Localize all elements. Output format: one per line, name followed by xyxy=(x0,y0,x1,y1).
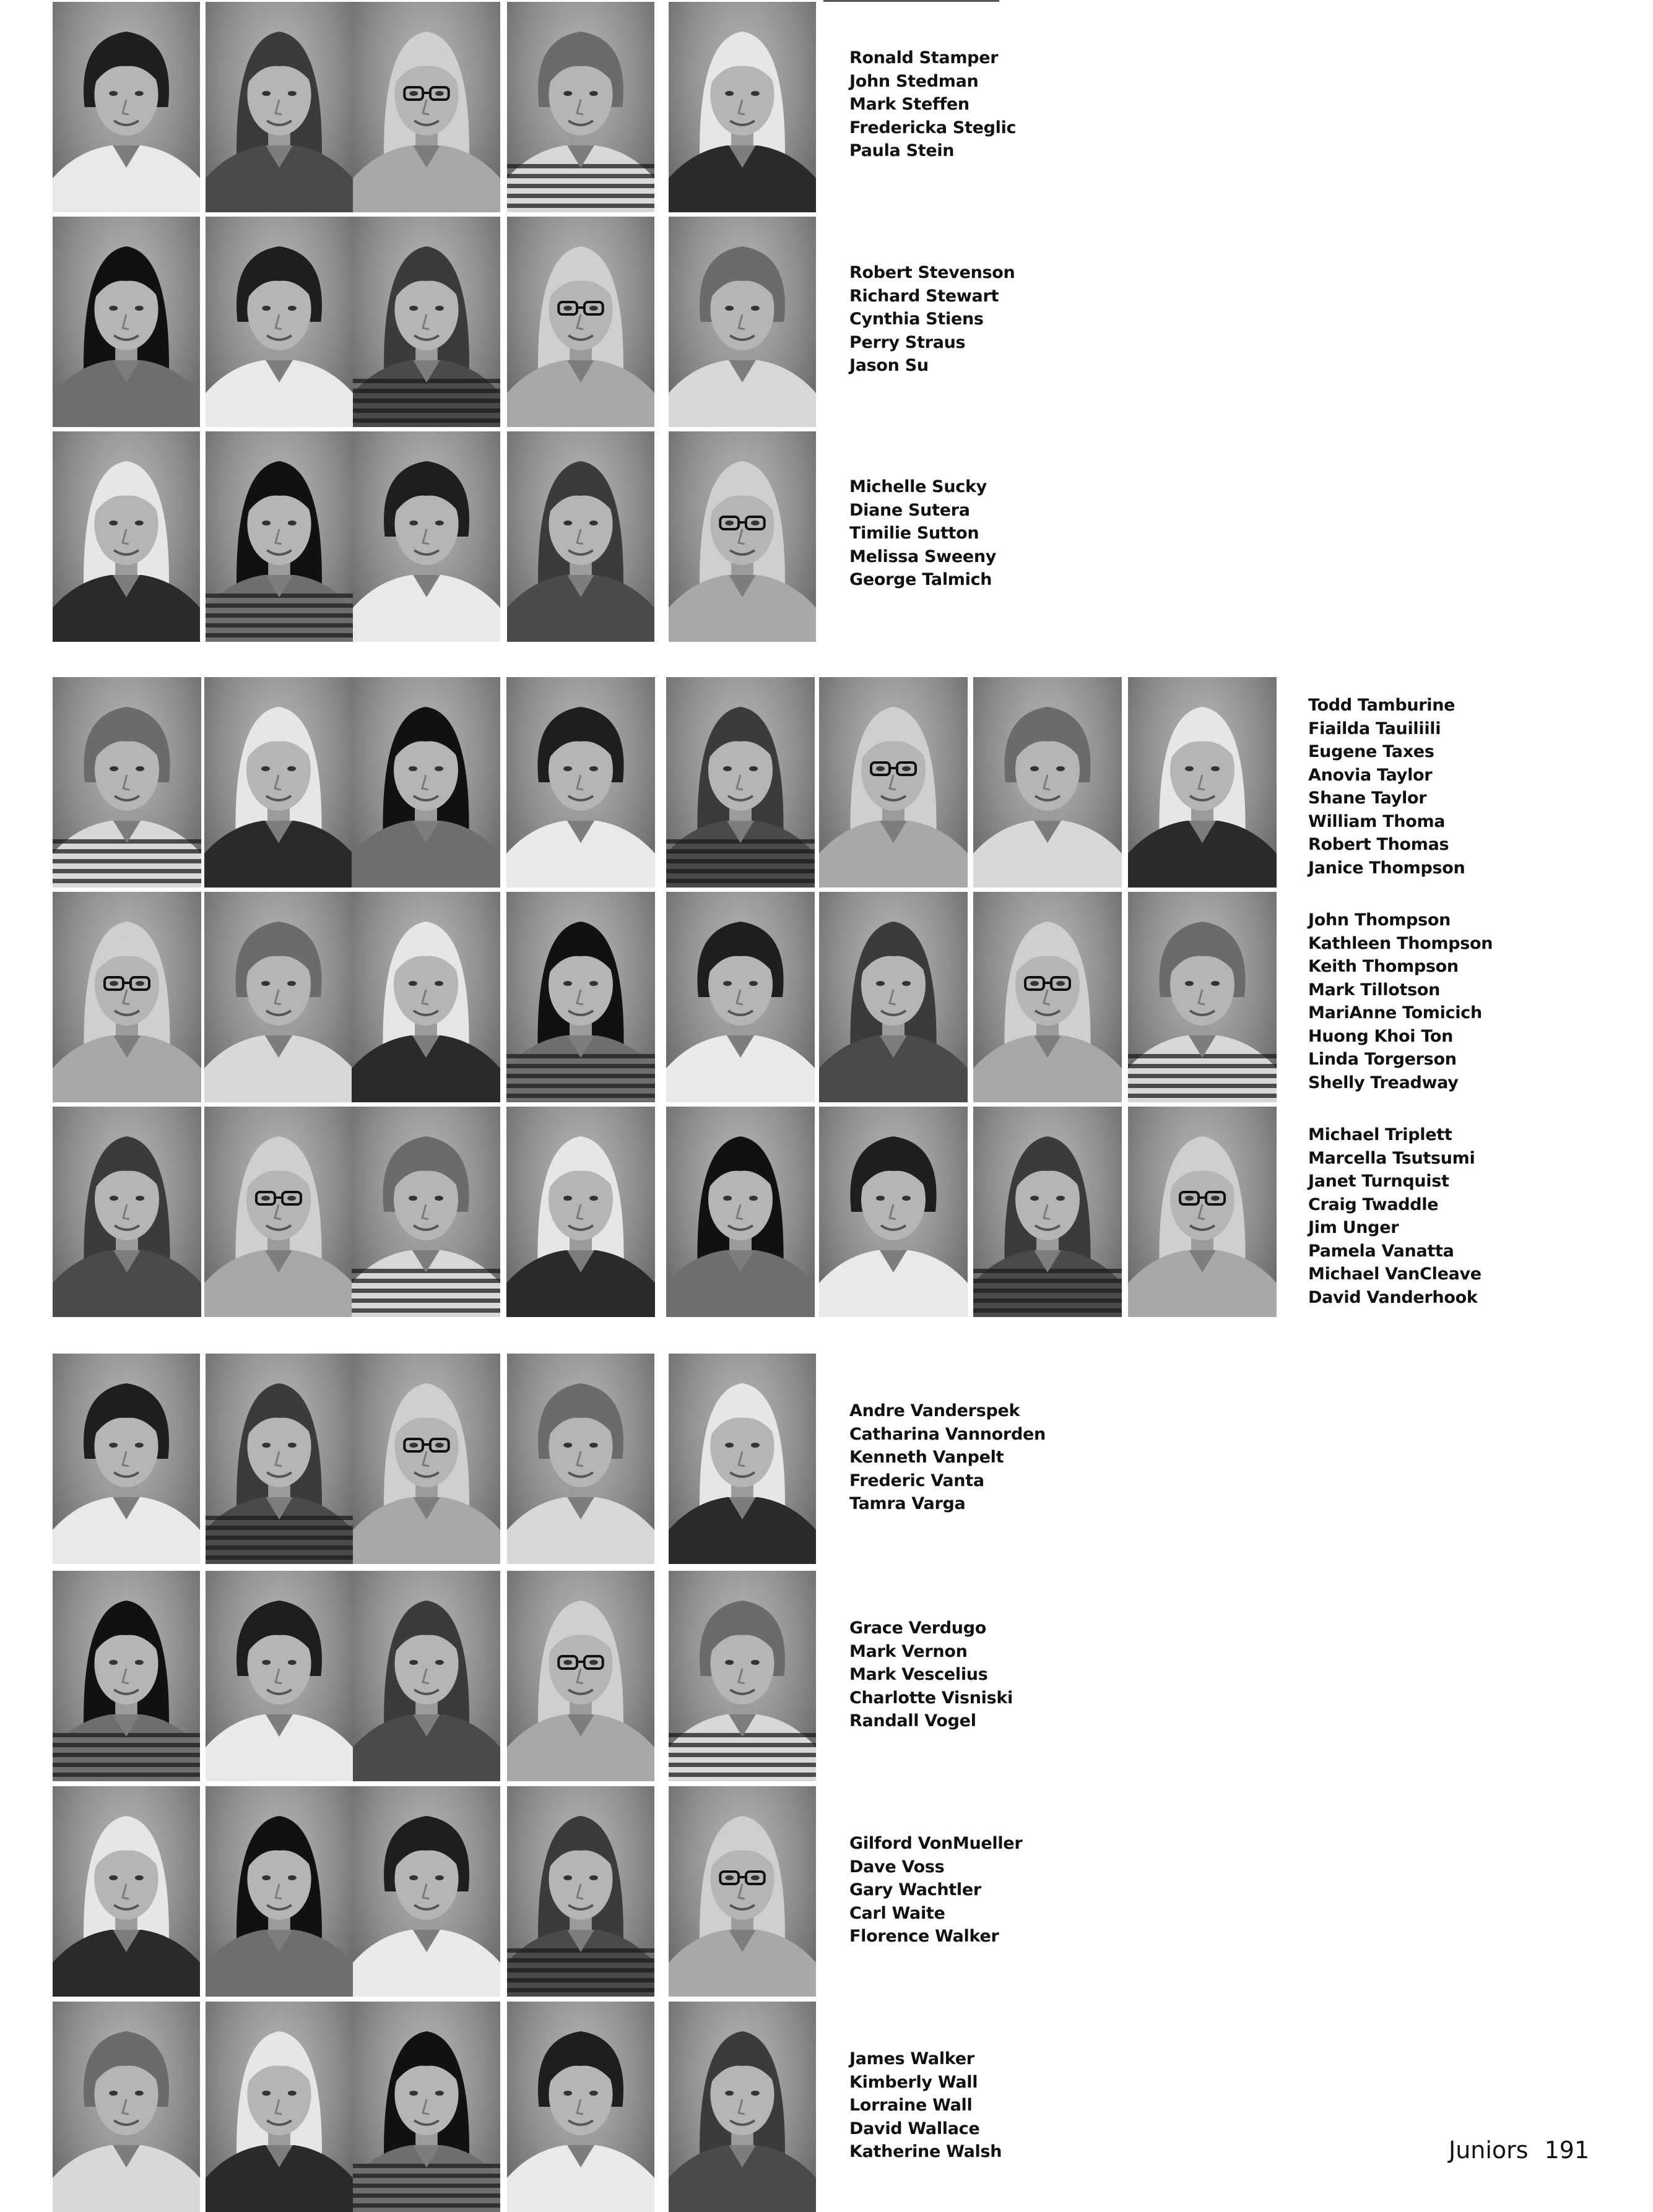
student-name: Fredericka Steglic xyxy=(849,118,1017,137)
student-portrait xyxy=(206,431,353,642)
student-name: Linda Torgerson xyxy=(1308,1050,1457,1069)
student-name: Carl Waite xyxy=(849,1903,945,1923)
name-list-6 xyxy=(1308,1123,1482,1309)
student-name: Michael VanCleave xyxy=(1308,1264,1482,1284)
student-name: Melissa Sweeny xyxy=(849,547,997,566)
portrait-illustration xyxy=(53,1786,200,1997)
section-label: Juniors xyxy=(1449,2136,1529,2164)
student-portrait xyxy=(669,431,816,642)
portrait-illustration xyxy=(206,1354,353,1564)
portrait-illustration xyxy=(1128,892,1277,1102)
student-portrait xyxy=(53,892,201,1102)
portrait-illustration xyxy=(507,1354,654,1564)
student-name: Todd Tamburine xyxy=(1308,696,1456,715)
portrait-illustration xyxy=(353,217,500,427)
name-list-10 xyxy=(849,2047,1002,2164)
portrait-illustration xyxy=(353,431,500,642)
portrait-illustration xyxy=(819,677,968,888)
student-name: Robert Stevenson xyxy=(849,263,1015,282)
student-portrait xyxy=(352,677,500,888)
student-name: Florence Walker xyxy=(849,1927,999,1946)
student-portrait xyxy=(819,892,968,1102)
student-portrait xyxy=(53,1786,200,1997)
student-portrait xyxy=(1128,892,1277,1102)
student-name: Keith Thompson xyxy=(1308,957,1459,976)
student-portrait xyxy=(507,1354,654,1564)
student-portrait xyxy=(352,892,500,1102)
student-name: Mark Steffen xyxy=(849,95,970,114)
student-name: Grace Verdugo xyxy=(849,1618,986,1638)
student-portrait xyxy=(666,1107,815,1317)
student-portrait xyxy=(506,677,655,888)
student-name: Shelly Treadway xyxy=(1308,1073,1459,1092)
student-name: Randall Vogel xyxy=(849,1711,976,1730)
student-name: David Vanderhook xyxy=(1308,1287,1478,1307)
student-portrait xyxy=(666,892,815,1102)
portrait-illustration xyxy=(206,1571,353,1781)
student-name: Katherine Walsh xyxy=(849,2142,1002,2161)
portrait-illustration xyxy=(507,2,654,212)
student-name: Richard Stewart xyxy=(849,286,999,306)
portrait-illustration xyxy=(506,677,655,888)
portrait-illustration xyxy=(669,2,816,212)
portrait-illustration xyxy=(669,1786,816,1997)
portrait-illustration xyxy=(206,431,353,642)
student-portrait xyxy=(53,431,200,642)
student-portrait xyxy=(506,892,655,1102)
name-list-4 xyxy=(1308,694,1465,879)
student-name: Robert Thomas xyxy=(1308,835,1449,854)
student-name: John Thompson xyxy=(1308,910,1451,930)
student-name: Marcella Tsutsumi xyxy=(1308,1148,1475,1168)
student-name: Kimberly Wall xyxy=(849,2072,978,2092)
portrait-illustration xyxy=(669,217,816,427)
portrait-illustration xyxy=(206,217,353,427)
portrait-illustration xyxy=(352,892,500,1102)
student-portrait xyxy=(206,1571,353,1781)
student-name: John Stedman xyxy=(849,71,979,91)
student-portrait xyxy=(206,217,353,427)
portrait-illustration xyxy=(353,1786,500,1997)
portrait-illustration xyxy=(506,892,655,1102)
student-portrait xyxy=(53,217,200,427)
name-list-5 xyxy=(1308,909,1493,1094)
student-portrait xyxy=(204,892,353,1102)
student-portrait xyxy=(53,2002,200,2212)
student-portrait xyxy=(53,1354,200,1564)
portrait-illustration xyxy=(1128,1107,1277,1317)
student-name: Dave Voss xyxy=(849,1857,945,1877)
student-portrait xyxy=(669,1571,816,1781)
student-name: Gary Wachtler xyxy=(849,1880,981,1899)
student-portrait xyxy=(507,431,654,642)
student-portrait xyxy=(507,1786,654,1997)
student-name: Cynthia Stiens xyxy=(849,309,984,329)
student-name: Janice Thompson xyxy=(1308,858,1465,878)
student-portrait xyxy=(53,1107,201,1317)
student-name: Shane Taylor xyxy=(1308,788,1427,808)
student-name: Mark Vernon xyxy=(849,1641,968,1661)
portrait-illustration xyxy=(973,677,1122,888)
portrait-illustration xyxy=(507,1786,654,1997)
student-name: Lorraine Wall xyxy=(849,2096,973,2115)
portrait-illustration xyxy=(819,892,968,1102)
name-list-8 xyxy=(849,1617,1013,1733)
student-name: Frederic Vanta xyxy=(849,1471,984,1490)
portrait-illustration xyxy=(53,1354,200,1564)
student-name: Anovia Taylor xyxy=(1308,765,1433,785)
name-list-9 xyxy=(849,1832,1022,1948)
student-portrait xyxy=(973,677,1122,888)
portrait-illustration xyxy=(353,2002,500,2212)
student-portrait xyxy=(353,1571,500,1781)
student-portrait xyxy=(669,2,816,212)
student-portrait xyxy=(507,217,654,427)
portrait-illustration xyxy=(53,1107,201,1317)
portrait-illustration xyxy=(206,1786,353,1997)
student-portrait xyxy=(1128,677,1277,888)
student-name: Kenneth Vanpelt xyxy=(849,1448,1004,1467)
portrait-illustration xyxy=(819,1107,968,1317)
portrait-illustration xyxy=(206,2002,353,2212)
top-rule xyxy=(823,0,999,2)
portrait-illustration xyxy=(669,1354,816,1564)
student-portrait xyxy=(973,1107,1122,1317)
student-name: Mark Tillotson xyxy=(1308,980,1441,1000)
portrait-illustration xyxy=(204,677,353,888)
student-name: Michelle Sucky xyxy=(849,477,987,496)
portrait-illustration xyxy=(53,892,201,1102)
student-name: Janet Turnquist xyxy=(1308,1172,1449,1191)
name-list-1 xyxy=(849,46,1016,163)
portrait-illustration xyxy=(1128,677,1277,888)
portrait-illustration xyxy=(666,677,815,888)
student-portrait xyxy=(973,892,1122,1102)
portrait-illustration xyxy=(353,1571,500,1781)
student-name: Gilford VonMueller xyxy=(849,1834,1023,1853)
student-name: Craig Twaddle xyxy=(1308,1195,1439,1214)
portrait-illustration xyxy=(666,1107,815,1317)
student-portrait xyxy=(352,1107,500,1317)
student-name: Timilie Sutton xyxy=(849,524,979,543)
student-name: Ronald Stamper xyxy=(849,48,999,67)
student-portrait xyxy=(206,1354,353,1564)
student-portrait xyxy=(53,2,200,212)
name-list-3 xyxy=(849,475,996,592)
portrait-illustration xyxy=(669,431,816,642)
page-footer xyxy=(1449,2136,1605,2164)
portrait-illustration xyxy=(669,1571,816,1781)
student-name: Perry Straus xyxy=(849,332,966,352)
student-portrait xyxy=(353,1354,500,1564)
student-portrait xyxy=(204,677,353,888)
portrait-illustration xyxy=(507,1571,654,1781)
portrait-illustration xyxy=(53,217,200,427)
student-name: Catharina Vannorden xyxy=(849,1424,1046,1444)
student-portrait xyxy=(206,2,353,212)
student-portrait xyxy=(53,677,201,888)
portrait-illustration xyxy=(353,1354,500,1564)
name-list-7 xyxy=(849,1399,1046,1516)
student-name: James Walker xyxy=(849,2049,974,2068)
student-name: Eugene Taxes xyxy=(1308,742,1434,761)
portrait-illustration xyxy=(973,1107,1122,1317)
portrait-illustration xyxy=(53,2,200,212)
student-portrait xyxy=(53,1571,200,1781)
student-portrait xyxy=(353,1786,500,1997)
student-name: Michael Triplett xyxy=(1308,1125,1452,1144)
student-portrait xyxy=(353,2002,500,2212)
student-portrait xyxy=(819,677,968,888)
portrait-illustration xyxy=(353,2,500,212)
student-name: Diane Sutera xyxy=(849,500,970,520)
student-name: Tamra Varga xyxy=(849,1494,966,1513)
portrait-illustration xyxy=(352,1107,500,1317)
student-name: Charlotte Visniski xyxy=(849,1688,1013,1708)
portrait-illustration xyxy=(204,1107,353,1317)
portrait-illustration xyxy=(53,431,200,642)
student-name: Andre Vanderspek xyxy=(849,1401,1020,1420)
student-name: William Thoma xyxy=(1308,811,1446,831)
student-name: Pamela Vanatta xyxy=(1308,1241,1454,1261)
portrait-illustration xyxy=(53,2002,200,2212)
student-name: Jason Su xyxy=(849,356,929,375)
student-portrait xyxy=(666,677,815,888)
student-name: Huong Khoi Ton xyxy=(1308,1026,1454,1046)
student-portrait xyxy=(353,2,500,212)
student-portrait xyxy=(507,2002,654,2212)
student-name: Paula Stein xyxy=(849,141,955,160)
student-portrait xyxy=(353,431,500,642)
student-name: David Wallace xyxy=(849,2119,980,2138)
portrait-illustration xyxy=(506,1107,655,1317)
portrait-illustration xyxy=(507,2002,654,2212)
student-portrait xyxy=(669,2002,816,2212)
student-portrait xyxy=(1128,1107,1277,1317)
portrait-illustration xyxy=(507,431,654,642)
portrait-illustration xyxy=(507,217,654,427)
student-portrait xyxy=(669,217,816,427)
student-name: Jim Unger xyxy=(1308,1218,1399,1237)
page-number: 191 xyxy=(1544,2136,1590,2164)
student-portrait xyxy=(353,217,500,427)
student-name: Mark Vescelius xyxy=(849,1665,988,1684)
student-portrait xyxy=(204,1107,353,1317)
portrait-illustration xyxy=(666,892,815,1102)
portrait-illustration xyxy=(53,677,201,888)
name-list-2 xyxy=(849,261,1015,378)
student-name: MariAnne Tomicich xyxy=(1308,1003,1482,1022)
student-portrait xyxy=(507,2,654,212)
student-portrait xyxy=(507,1571,654,1781)
student-portrait xyxy=(506,1107,655,1317)
portrait-illustration xyxy=(53,1571,200,1781)
student-name: Kathleen Thompson xyxy=(1308,933,1493,953)
portrait-illustration xyxy=(352,677,500,888)
student-name: Fiailda Tauiliili xyxy=(1308,719,1441,738)
portrait-illustration xyxy=(669,2002,816,2212)
student-portrait xyxy=(206,1786,353,1997)
portrait-illustration xyxy=(206,2,353,212)
student-portrait xyxy=(819,1107,968,1317)
portrait-illustration xyxy=(973,892,1122,1102)
student-portrait xyxy=(669,1786,816,1997)
portrait-illustration xyxy=(204,892,353,1102)
student-name: George Talmich xyxy=(849,570,992,589)
student-portrait xyxy=(669,1354,816,1564)
student-portrait xyxy=(206,2002,353,2212)
